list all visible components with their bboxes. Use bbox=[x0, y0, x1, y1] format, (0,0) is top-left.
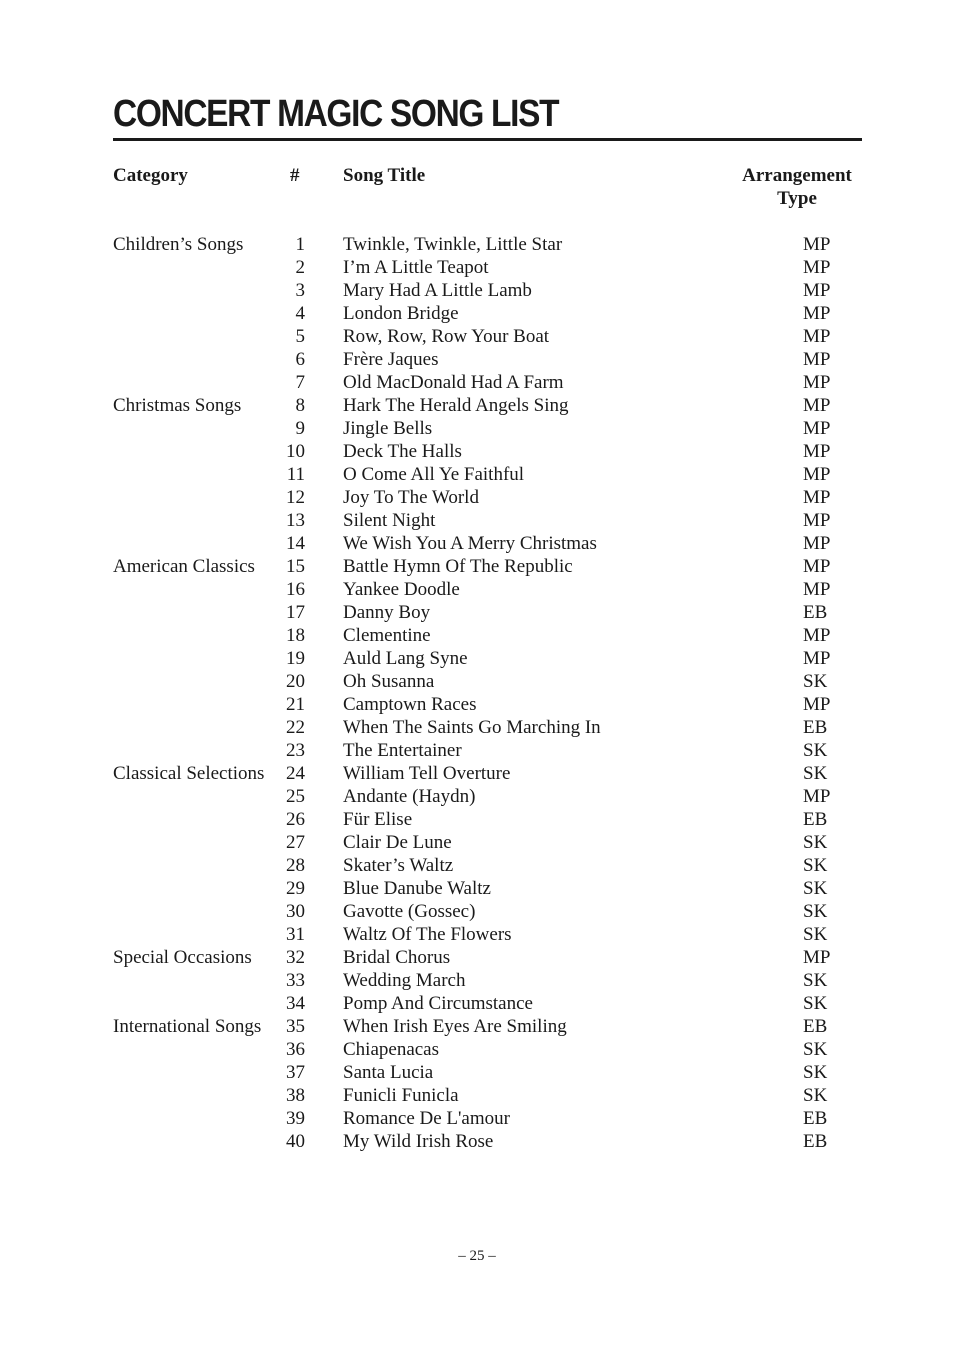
arrangement-type: SK bbox=[803, 993, 828, 1014]
song-title: Old MacDonald Had A Farm bbox=[343, 372, 564, 393]
song-title: Funicli Funicla bbox=[343, 1085, 459, 1106]
song-title: Auld Lang Syne bbox=[343, 648, 468, 669]
arrangement-type: EB bbox=[803, 809, 828, 830]
song-title: Jingle Bells bbox=[343, 418, 433, 439]
song-number: 19 bbox=[286, 648, 305, 669]
song-number: 32 bbox=[286, 947, 305, 968]
header-number: # bbox=[290, 165, 300, 186]
arrangement-type: SK bbox=[803, 1039, 828, 1060]
song-number: 33 bbox=[286, 970, 305, 991]
arrangement-type: SK bbox=[803, 671, 828, 692]
arrangement-type: SK bbox=[803, 763, 828, 784]
song-title: The Entertainer bbox=[343, 740, 462, 761]
song-row bbox=[0, 348, 954, 371]
song-row bbox=[0, 624, 954, 647]
arrangement-type: MP bbox=[803, 257, 831, 278]
arrangement-type: SK bbox=[803, 1062, 828, 1083]
song-number: 27 bbox=[286, 832, 305, 853]
song-number: 9 bbox=[295, 418, 305, 439]
song-number: 15 bbox=[286, 556, 305, 577]
arrangement-type: MP bbox=[803, 395, 831, 416]
arrangement-type: MP bbox=[803, 625, 831, 646]
song-row bbox=[0, 256, 954, 279]
arrangement-type: MP bbox=[803, 441, 831, 462]
song-row bbox=[0, 693, 954, 716]
song-row bbox=[0, 1130, 954, 1153]
arrangement-type: MP bbox=[803, 556, 831, 577]
arrangement-type: MP bbox=[803, 487, 831, 508]
arrangement-type: EB bbox=[803, 1131, 828, 1152]
song-row bbox=[0, 578, 954, 601]
arrangement-type: MP bbox=[803, 418, 831, 439]
song-category: Special Occasions bbox=[113, 947, 252, 968]
song-title: Waltz Of The Flowers bbox=[343, 924, 512, 945]
song-title: Hark The Herald Angels Sing bbox=[343, 395, 569, 416]
song-number: 14 bbox=[286, 533, 305, 554]
song-title: William Tell Overture bbox=[343, 763, 511, 784]
song-row bbox=[0, 739, 954, 762]
arrangement-type: EB bbox=[803, 602, 828, 623]
song-number: 28 bbox=[286, 855, 305, 876]
header-arrangement-line2: Type bbox=[777, 188, 817, 209]
song-number: 34 bbox=[286, 993, 305, 1014]
song-category: Christmas Songs bbox=[113, 395, 242, 416]
song-title: Für Elise bbox=[343, 809, 413, 830]
title-rule bbox=[113, 138, 862, 141]
song-title: Bridal Chorus bbox=[343, 947, 451, 968]
header-arrangement-line1: Arrangement bbox=[742, 165, 852, 186]
song-number: 39 bbox=[286, 1108, 305, 1129]
song-title: Frère Jaques bbox=[343, 349, 439, 370]
song-row bbox=[0, 486, 954, 509]
arrangement-type: MP bbox=[803, 533, 831, 554]
song-title: Yankee Doodle bbox=[343, 579, 460, 600]
song-row bbox=[0, 969, 954, 992]
song-row bbox=[0, 279, 954, 302]
song-title: I’m A Little Teapot bbox=[343, 257, 489, 278]
header-category: Category bbox=[113, 165, 188, 186]
arrangement-type: SK bbox=[803, 924, 828, 945]
song-number: 8 bbox=[295, 395, 305, 416]
song-row bbox=[0, 992, 954, 1015]
song-row bbox=[0, 325, 954, 348]
song-row bbox=[0, 670, 954, 693]
song-row bbox=[0, 946, 954, 969]
song-row bbox=[0, 302, 954, 325]
arrangement-type: EB bbox=[803, 1016, 828, 1037]
song-title: O Come All Ye Faithful bbox=[343, 464, 525, 485]
song-row bbox=[0, 923, 954, 946]
arrangement-type: MP bbox=[803, 464, 831, 485]
song-row bbox=[0, 762, 954, 785]
song-number: 31 bbox=[286, 924, 305, 945]
song-row bbox=[0, 877, 954, 900]
song-title: When Irish Eyes Are Smiling bbox=[343, 1016, 567, 1037]
song-row bbox=[0, 532, 954, 555]
song-number: 13 bbox=[286, 510, 305, 531]
song-row bbox=[0, 555, 954, 578]
song-title: Skater’s Waltz bbox=[343, 855, 454, 876]
song-title: Blue Danube Waltz bbox=[343, 878, 491, 899]
song-title: Silent Night bbox=[343, 510, 436, 531]
song-row bbox=[0, 1015, 954, 1038]
song-number: 35 bbox=[286, 1016, 305, 1037]
song-row bbox=[0, 831, 954, 854]
song-row bbox=[0, 785, 954, 808]
song-row bbox=[0, 1038, 954, 1061]
song-number: 38 bbox=[286, 1085, 305, 1106]
song-number: 26 bbox=[286, 809, 305, 830]
arrangement-type: SK bbox=[803, 901, 828, 922]
page-title: CONCERT MAGIC SONG LIST bbox=[113, 93, 559, 135]
song-number: 2 bbox=[295, 257, 305, 278]
song-title: Camptown Races bbox=[343, 694, 477, 715]
arrangement-type: MP bbox=[803, 326, 831, 347]
song-number: 22 bbox=[286, 717, 305, 738]
song-number: 21 bbox=[286, 694, 305, 715]
song-title: Deck The Halls bbox=[343, 441, 462, 462]
song-row bbox=[0, 371, 954, 394]
song-category: International Songs bbox=[113, 1016, 262, 1037]
song-row bbox=[0, 601, 954, 624]
arrangement-type: MP bbox=[803, 372, 831, 393]
song-title: Pomp And Circumstance bbox=[343, 993, 533, 1014]
song-title: Oh Susanna bbox=[343, 671, 435, 692]
song-number: 12 bbox=[286, 487, 305, 508]
arrangement-type: MP bbox=[803, 786, 831, 807]
song-number: 20 bbox=[286, 671, 305, 692]
song-number: 1 bbox=[295, 234, 305, 255]
song-row bbox=[0, 854, 954, 877]
song-title: Battle Hymn Of The Republic bbox=[343, 556, 573, 577]
song-number: 30 bbox=[286, 901, 305, 922]
header-arrangement-type bbox=[737, 164, 857, 210]
song-row bbox=[0, 716, 954, 739]
arrangement-type: SK bbox=[803, 878, 828, 899]
song-number: 5 bbox=[295, 326, 305, 347]
song-title: Danny Boy bbox=[343, 602, 431, 623]
song-row bbox=[0, 394, 954, 417]
song-title: Row, Row, Row Your Boat bbox=[343, 326, 550, 347]
song-number: 25 bbox=[286, 786, 305, 807]
song-number: 23 bbox=[286, 740, 305, 761]
arrangement-type: MP bbox=[803, 510, 831, 531]
song-title: Wedding March bbox=[343, 970, 466, 991]
song-number: 40 bbox=[286, 1131, 305, 1152]
song-title: Santa Lucia bbox=[343, 1062, 434, 1083]
arrangement-type: SK bbox=[803, 740, 828, 761]
arrangement-type: MP bbox=[803, 579, 831, 600]
song-row bbox=[0, 900, 954, 923]
song-title: Romance De L'amour bbox=[343, 1108, 510, 1129]
song-number: 18 bbox=[286, 625, 305, 646]
song-row bbox=[0, 1061, 954, 1084]
song-number: 16 bbox=[286, 579, 305, 600]
song-number: 6 bbox=[295, 349, 305, 370]
song-title: Twinkle, Twinkle, Little Star bbox=[343, 234, 563, 255]
song-number: 7 bbox=[295, 372, 305, 393]
song-row bbox=[0, 440, 954, 463]
song-number: 24 bbox=[286, 763, 305, 784]
arrangement-type: MP bbox=[803, 349, 831, 370]
song-row bbox=[0, 417, 954, 440]
arrangement-type: MP bbox=[803, 234, 831, 255]
song-row bbox=[0, 233, 954, 256]
song-number: 37 bbox=[286, 1062, 305, 1083]
song-row bbox=[0, 463, 954, 486]
arrangement-type: SK bbox=[803, 855, 828, 876]
song-title: Clair De Lune bbox=[343, 832, 452, 853]
song-title: Andante (Haydn) bbox=[343, 786, 476, 807]
song-category: American Classics bbox=[113, 556, 255, 577]
song-title: Chiapenacas bbox=[343, 1039, 440, 1060]
song-row bbox=[0, 1107, 954, 1130]
song-category: Classical Selections bbox=[113, 763, 265, 784]
song-title: Mary Had A Little Lamb bbox=[343, 280, 532, 301]
arrangement-type: MP bbox=[803, 694, 831, 715]
song-row bbox=[0, 509, 954, 532]
song-number: 36 bbox=[286, 1039, 305, 1060]
song-title: My Wild Irish Rose bbox=[343, 1131, 494, 1152]
arrangement-type: SK bbox=[803, 832, 828, 853]
page-number: – 25 – bbox=[458, 1248, 496, 1264]
arrangement-type: MP bbox=[803, 280, 831, 301]
song-title: Gavotte (Gossec) bbox=[343, 901, 476, 922]
song-row bbox=[0, 1084, 954, 1107]
song-list bbox=[0, 233, 954, 1153]
song-title: When The Saints Go Marching In bbox=[343, 717, 601, 738]
song-row bbox=[0, 647, 954, 670]
song-category: Children’s Songs bbox=[113, 234, 244, 255]
arrangement-type: MP bbox=[803, 303, 831, 324]
song-row bbox=[0, 808, 954, 831]
arrangement-type: SK bbox=[803, 1085, 828, 1106]
arrangement-type: MP bbox=[803, 947, 831, 968]
song-title: Joy To The World bbox=[343, 487, 479, 508]
song-number: 11 bbox=[286, 464, 305, 485]
arrangement-type: MP bbox=[803, 648, 831, 669]
song-number: 3 bbox=[295, 280, 305, 301]
song-number: 4 bbox=[295, 303, 305, 324]
song-title: Clementine bbox=[343, 625, 431, 646]
song-title: We Wish You A Merry Christmas bbox=[343, 533, 597, 554]
song-number: 10 bbox=[286, 441, 305, 462]
header-song-title: Song Title bbox=[343, 165, 426, 186]
song-number: 29 bbox=[286, 878, 305, 899]
arrangement-type: EB bbox=[803, 717, 828, 738]
arrangement-type: SK bbox=[803, 970, 828, 991]
arrangement-type: EB bbox=[803, 1108, 828, 1129]
song-number: 17 bbox=[286, 602, 305, 623]
song-title: London Bridge bbox=[343, 303, 459, 324]
